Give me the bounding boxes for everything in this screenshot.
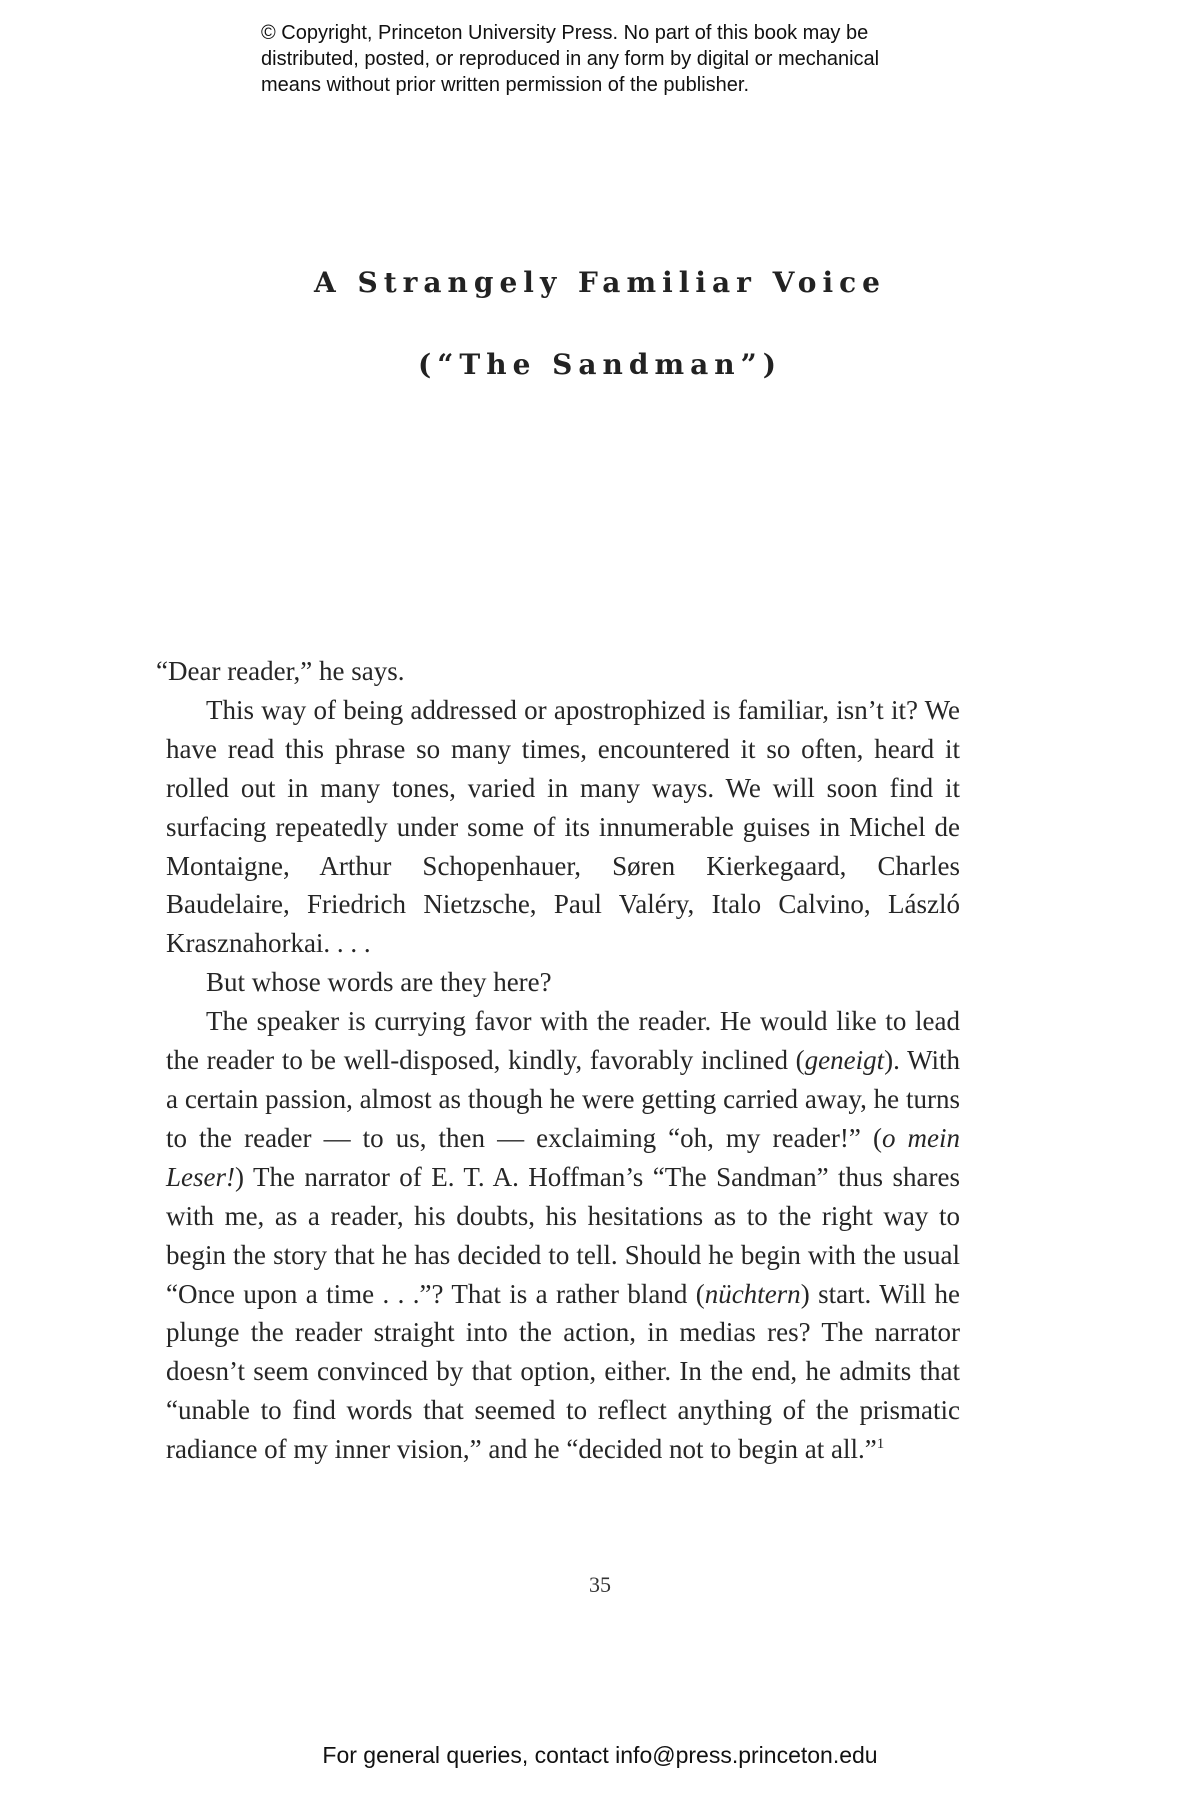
italic-term: nüchtern (704, 1278, 801, 1309)
paragraph: This way of being addressed or apostrophized is familiar, isn’t it? We have read this phrase so many times, encountered it so often, heard it rolled out in many tones, varied in many ways. We will soon find it surfacing repeatedly under some of its innumerable guises in Michel de Montaigne, Arthur Schopenhauer, Søren Kierkegaard, Charles Baudelaire, Friedrich Nietzsche, Paul Valéry, Italo Calvino, László Krasznahorkai. . . . (166, 694, 960, 959)
paragraph: But whose words are they here? (206, 967, 552, 998)
chapter-subtitle: (“The Sandman”) (418, 348, 782, 381)
paragraph-text: The speaker is currying favor with the reader. He would like to lead the reader to be well-disposed, kindly, favorably inclined ( (166, 1006, 960, 1076)
footer-contact: For general queries, contact info@press.princeton.edu (322, 1742, 878, 1768)
copyright-notice (261, 20, 961, 98)
chapter-title: A Strangely Familiar Voice (314, 266, 886, 299)
paragraph-text: ) The narrator of E. T. A. Hoffman’s “The Sandman” thus shares with me, as a reader, his doubts, his hesitations as to the right way to begin the story that he has decided to tell. Should he begin with the usual “Once upon a time . . .”? That is a rather bland ( (166, 1161, 960, 1309)
footnote-reference[interactable]: 1 (876, 1436, 885, 1453)
paragraph-text: ) start. Will he plunge the reader straight into the action, in medias res? The narrator doesn’t seem convinced by that option, either. In the end, he admits that “unable to find words that seemed to reflect anything of the prismatic radiance of my inner vision,” and he “decided not to begin at all.” (166, 1278, 960, 1465)
italic-term: o mein Leser! (166, 1122, 960, 1192)
paragraph-text: ). With a certain passion, almost as though he were getting carried away, he turns to the reader — to us, then — exclaiming “oh, my reader!” ( (166, 1045, 960, 1153)
italic-term: geneigt (804, 1045, 885, 1076)
copyright-line: distributed, posted, or reproduced in any form by digital or mechanical (261, 48, 880, 70)
copyright-line: means without prior written permission of the publisher. (261, 74, 750, 96)
paragraph (166, 1002, 960, 1469)
paragraph-opening: “Dear reader,” he says. (156, 656, 405, 686)
body-text (156, 652, 960, 1469)
page-number: 35 (589, 1572, 611, 1597)
copyright-line: © Copyright, Princeton University Press. No part of this book may be (261, 22, 869, 44)
